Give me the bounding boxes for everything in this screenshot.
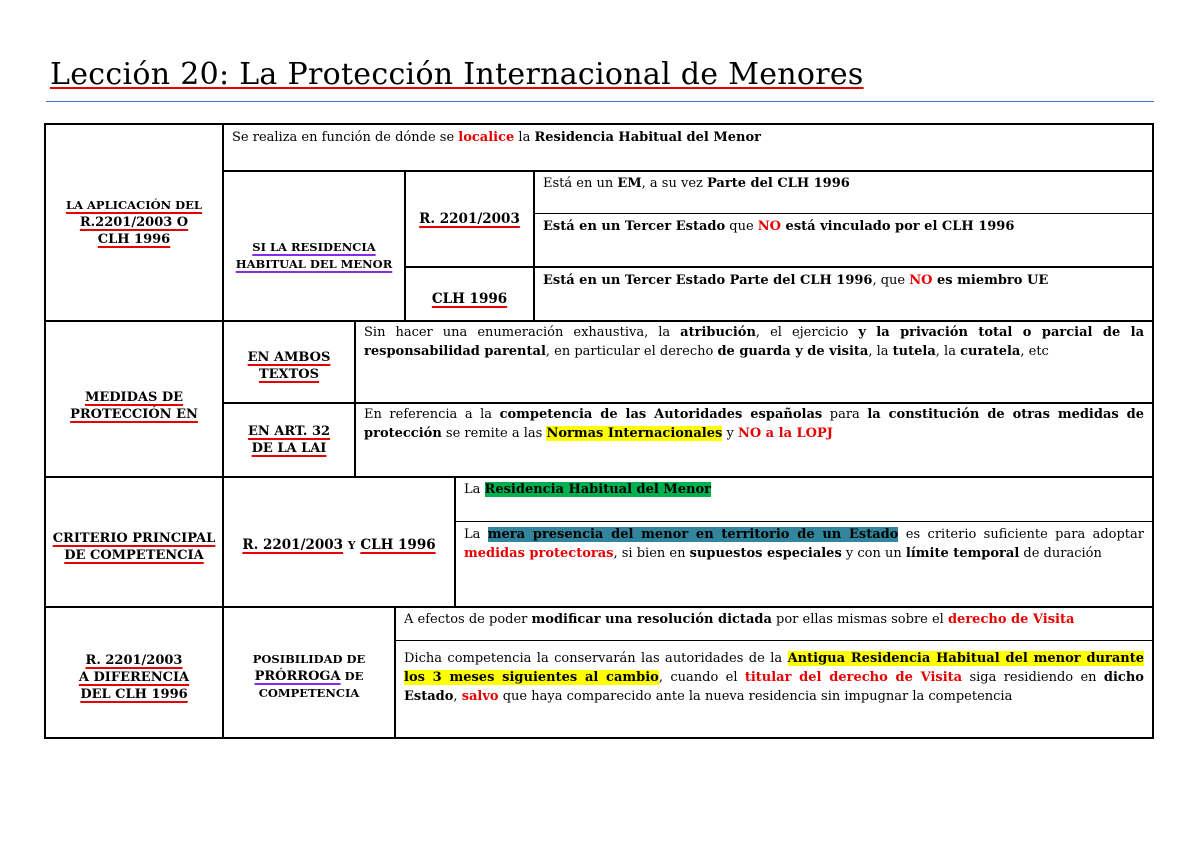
title-divider	[46, 101, 1154, 102]
diferencia-row-2	[396, 641, 1152, 737]
header-line: TEXTOS	[258, 367, 320, 382]
label-text: Y	[347, 538, 356, 552]
page-title: Lección 20: La Protección Internacional de Menores	[50, 57, 864, 92]
header-line: A DIFERENCIA	[78, 670, 190, 685]
bold-text: EM	[617, 176, 642, 191]
table-border-right	[1152, 123, 1154, 739]
text: , la	[868, 344, 893, 359]
aplicacion-intro	[224, 125, 1152, 170]
bold-text: tutela	[892, 344, 936, 359]
header-line: LA APLICACIÓN DEL	[65, 198, 202, 212]
clh-row	[535, 268, 1152, 320]
bold-text: límite temporal	[905, 546, 1020, 561]
header-line: POSIBILIDAD DE	[252, 652, 366, 666]
bold-text: es miembro UE	[932, 273, 1049, 288]
art32-description	[356, 403, 1152, 476]
text: , cuando el	[658, 670, 745, 685]
highlight-red: titular del derecho de Visita	[744, 670, 963, 685]
text: , la	[935, 344, 961, 359]
header-line: CRITERIO PRINCIPAL	[52, 531, 216, 546]
prorroga-label	[224, 608, 394, 737]
highlight-red: localice	[458, 130, 515, 145]
text: para	[822, 407, 868, 422]
bold-text: Residencia Habitual del Menor	[534, 130, 761, 145]
text: se remite a las	[441, 426, 547, 441]
bold-text: dicho Estado	[404, 670, 1144, 704]
header-line: DE COMPETENCIA	[64, 548, 204, 563]
table-border-bottom	[44, 737, 1154, 739]
text: La	[464, 527, 488, 542]
text: , el ejercicio	[755, 325, 859, 340]
bold-text: está vinculado por el CLH 1996	[781, 219, 1015, 234]
criterio-header	[46, 478, 222, 606]
text: En referencia a la	[364, 407, 500, 422]
text: , etc	[1020, 344, 1049, 359]
bold-text: atribución	[680, 325, 756, 340]
highlight-yellow: Normas Internacionales	[546, 426, 723, 441]
text: la	[514, 130, 535, 145]
bold-text: Está en un Tercer Estado Parte del CLH 1996	[543, 273, 873, 288]
text: y	[722, 426, 738, 441]
text: A efectos de poder	[404, 612, 532, 627]
criterio-row-1	[456, 478, 1152, 521]
header-line: PRÓRROGA	[254, 669, 341, 684]
bold-text: de guarda y de visita	[717, 344, 869, 359]
header-line: R. 2201/2003	[85, 653, 183, 668]
text: que	[725, 219, 758, 234]
highlight-red: salvo	[461, 689, 499, 704]
art32-label	[224, 404, 354, 476]
label-text: R. 2201/2003	[419, 210, 520, 227]
reglamento-row-1	[535, 171, 1152, 213]
highlight-red: NO	[757, 219, 782, 234]
diferencia-header	[46, 608, 222, 737]
clh-label	[406, 268, 533, 320]
header-line: COMPETENCIA	[258, 686, 360, 700]
reglamento-row-2	[535, 214, 1152, 266]
header-line: HABITUAL DEL MENOR	[235, 257, 393, 271]
header-line: CLH 1996	[97, 232, 171, 247]
text: La	[464, 482, 485, 497]
text: Sin hacer una enumeración exhaustiva, la	[364, 325, 681, 340]
text: ,	[453, 689, 462, 704]
highlight-red: NO a la LOPJ	[737, 426, 833, 441]
text: , en particular el derecho	[545, 344, 718, 359]
text: , a su vez	[641, 176, 707, 191]
header-line: EN ART. 32	[247, 424, 331, 439]
header-line: EN AMBOS	[247, 350, 331, 365]
bold-text: Parte del CLH 1996	[707, 176, 850, 191]
bold-text: la constitución de otras medidas de protección	[364, 407, 1145, 441]
text: y con un	[841, 546, 906, 561]
header-line: DE LA LAI	[251, 441, 327, 456]
ambos-textos-description	[356, 321, 1152, 402]
label-text: R. 2201/2003	[242, 536, 344, 553]
bold-text: supuestos especiales	[689, 546, 842, 561]
highlight-green: Residencia Habitual del Menor	[484, 482, 711, 497]
text: siga residiendo en	[962, 670, 1104, 685]
text: Se realiza en función de dónde se	[232, 130, 459, 145]
bold-text: modificar una resolución dictada	[531, 612, 772, 627]
header-line: R.2201/2003 O	[79, 215, 189, 230]
text: Está en un	[543, 176, 618, 191]
ambos-textos-label	[224, 322, 354, 402]
header-line: MEDIDAS DE	[84, 390, 184, 405]
highlight-yellow: Antigua Residencia Habitual del menor durante los 3 meses siguientes al cambio	[404, 651, 1144, 685]
text: es criterio suficiente para adoptar	[898, 527, 1144, 542]
header-line: DE	[344, 669, 364, 683]
reglamento-label	[406, 172, 533, 266]
criterio-normas	[224, 478, 454, 606]
aplicacion-header	[46, 125, 222, 320]
text: de duración	[1019, 546, 1102, 561]
header-line: PROTECCIÓN EN	[70, 407, 198, 422]
text: que haya comparecido ante la nueva residencia sin impugnar la competencia	[498, 689, 1013, 704]
bold-text: competencia de las Autoridades españolas	[499, 407, 823, 422]
highlight-red: NO	[909, 273, 933, 288]
bold-text: curatela	[960, 344, 1021, 359]
diferencia-row-1	[396, 608, 1152, 640]
text: , que	[872, 273, 910, 288]
medidas-header	[46, 322, 222, 476]
highlight-teal: mera presencia del menor en territorio de un Estado	[487, 527, 899, 542]
residencia-subheader	[224, 172, 404, 320]
text: Dicha competencia la conservarán las autoridades de la	[404, 651, 788, 666]
criterio-row-2	[456, 522, 1152, 606]
highlight-red: derecho de Visita	[947, 612, 1075, 627]
label-text: CLH 1996	[360, 536, 436, 553]
bold-text: y la privación total o parcial de la responsabilidad parental	[364, 325, 1145, 359]
bold-text: Está en un Tercer Estado	[543, 219, 726, 234]
text: , si bien en	[613, 546, 690, 561]
highlight-red: medidas protectoras	[464, 546, 614, 561]
text: por ellas mismas sobre el	[771, 612, 948, 627]
label-text: CLH 1996	[431, 290, 508, 307]
header-line: SI LA RESIDENCIA	[252, 240, 376, 254]
header-line: DEL CLH 1996	[80, 687, 188, 702]
